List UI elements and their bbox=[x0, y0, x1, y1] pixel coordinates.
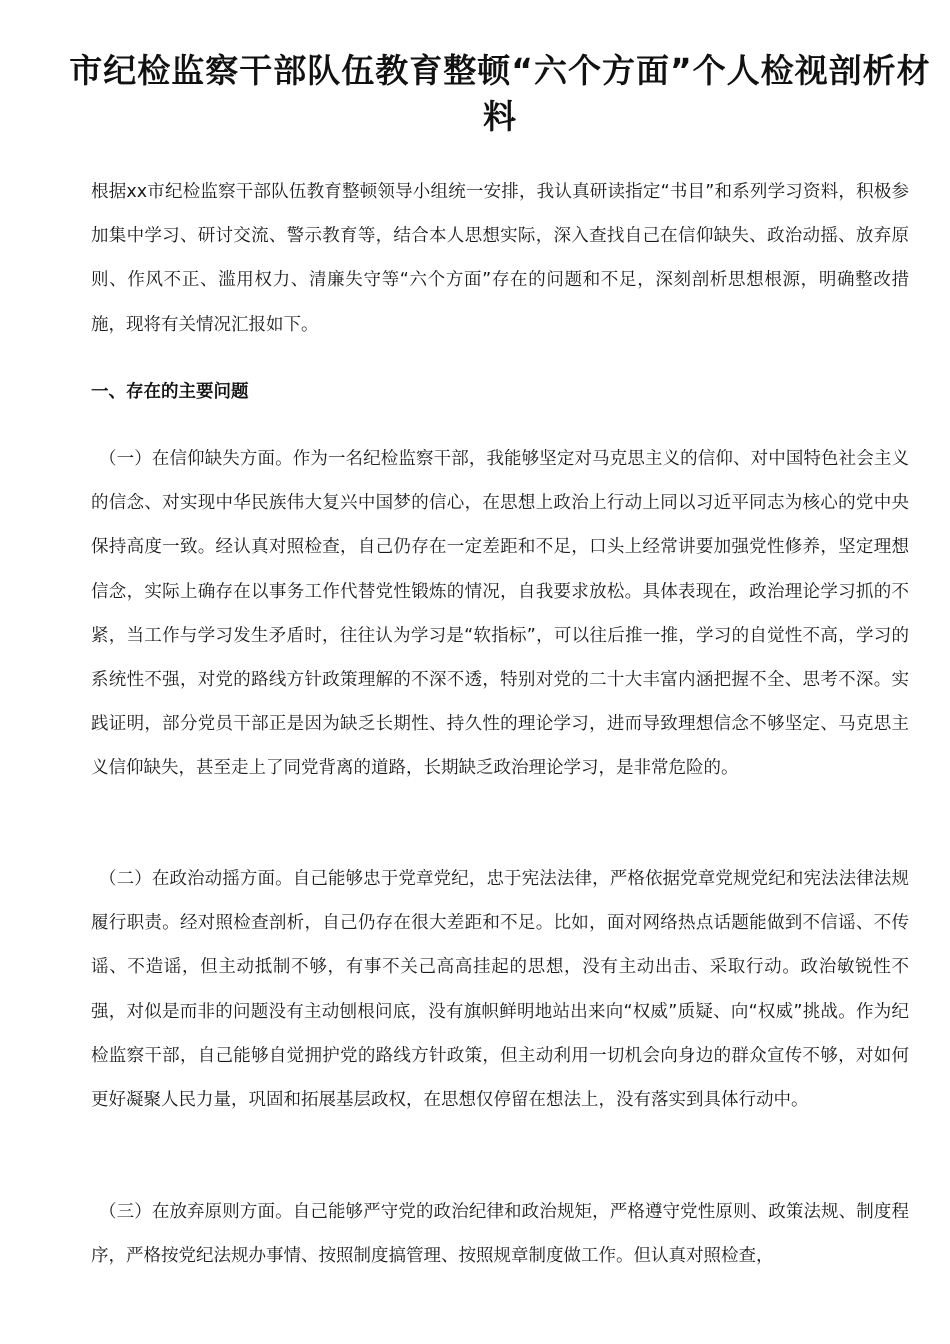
paragraph-faith: （一）在信仰缺失方面。作为一名纪检监察干部，我能够坚定对马克思主义的信仰、对中国特色社会主义的信念、对实现中华民族伟大复兴中国梦的信心，在思想上政治上行动上同以习近平同志为核心的党中央保持高度一致。经认真对照检查，自己仍存在一定差距和不足，口头上经常讲要加强党性修养，坚定理想信念，实际上确存在以事务工作代替党性锻炼的情况，自我要求放松。具体表现在，政治理论学习抓的不紧，当工作与学习发生矛盾时，往往认为学习是“软指标”，可以往后推一推，学习的自觉性不高，学习的系统性不强，对党的路线方针政策理解的不深不透，特别对党的二十大丰富内涵把握不全、思考不深。实践证明，部分党员干部正是因为缺乏长期性、持久性的理论学习，进而导致理想信念不够坚定、马克思主义信仰缺失，甚至走上了同党背离的道路，长期缺乏政治理论学习，是非常危险的。 bbox=[91, 449, 909, 779]
section-heading: 一、存在的主要问题 bbox=[91, 382, 249, 402]
paragraph-politics: （二）在政治动摇方面。自己能够忠于党章党纪，忠于宪法法律，严格依据党章党规党纪和宪法法律法规履行职责。经对照检查剖析，自己仍存在很大差距和不足。比如，面对网络热点话题能做到不信谣、不传谣、不造谣，但主动抵制不够，有事不关己高高挂起的思想，没有主动出击、采取行动。政治敏锐性不强，对似是而非的问题没有主动刨根问底，没有旗帜鲜明地站出来向“权威”质疑、向“权威”挑战。作为纪检监察干部，自己能够自觉拥护党的路线方针政策，但主动利用一切机会向身边的群众宣传不够，对如何更好凝聚人民力量，巩固和拓展基层政权，在思想仅停留在想法上，没有落实到具体行动中。 bbox=[91, 869, 909, 1111]
paragraph-principles: （三）在放弃原则方面。自己能够严守党的政治纪律和政治规矩，严格遵守党性原则、政策法规、制度程序，严格按党纪法规办事情、按照制度搞管理、按照规章制度做工作。但认真对照检查， bbox=[91, 1202, 909, 1267]
intro-paragraph: 根据xx市纪检监察干部队伍教育整顿领导小组统一安排，我认真研读指定“书目”和系列学习资料，积极参加集中学习、研讨交流、警示教育等，结合本人思想实际，深入查找自己在信仰缺失、政治动摇、放弃原则、作风不正、滥用权力、清廉失守等“六个方面”存在的问题和不足，深刻剖析思想根源，明确整改措施，现将有关情况汇报如下。 bbox=[91, 182, 909, 335]
document-title: 市纪检监察干部队伍教育整顿“六个方面”个人检视剖析材料 bbox=[69, 51, 931, 136]
